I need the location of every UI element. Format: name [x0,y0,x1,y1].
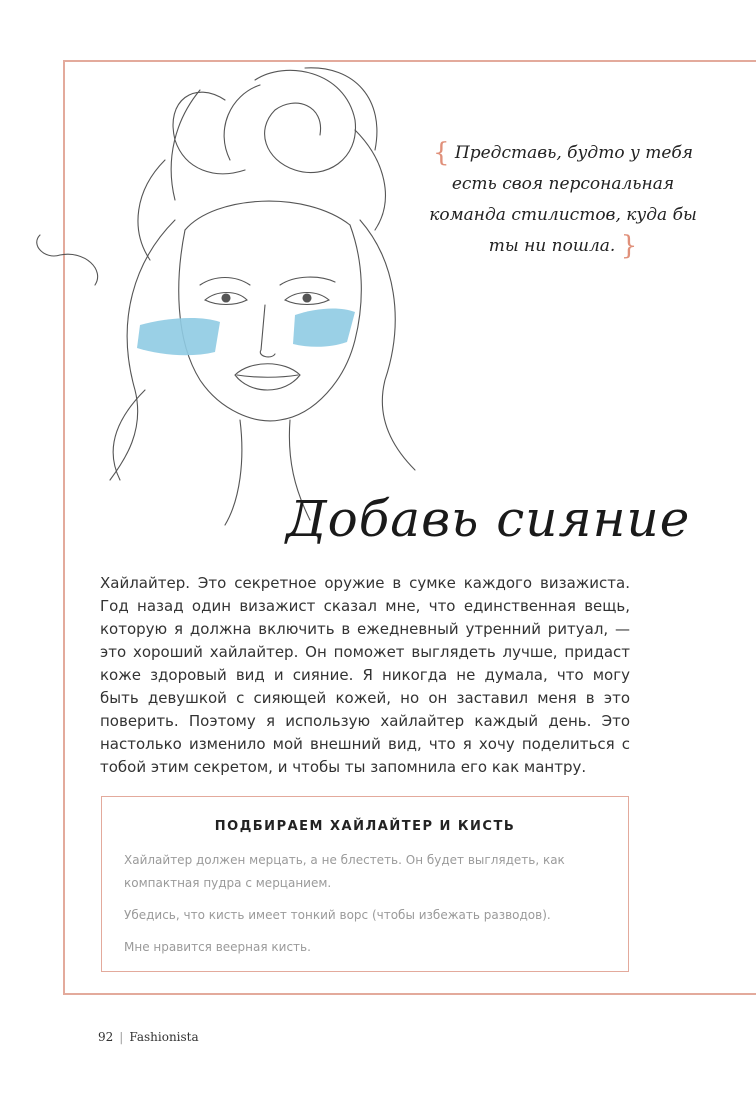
section-heading: Добавь сияние [286,490,691,548]
body-paragraph: Хайлайтер. Это секретное оружие в сумке каждого визажиста. Год назад один визажист сказал мне, что единственная вещь, которую я должна включить в ежедневный утренний ритуал, — это хороший хайлайтер. Он поможет выглядеть лучше, придаст коже здоровый вид и сияние. Я никогда не думала, что могу быть девушкой с сияющей кожей, но он заставил меня в это поверить. Поэтому я использую хайлайтер каждый день. Это настолько изменило мой внешний вид, что я хочу поделиться с тобой этим секретом, и чтобы ты запомнила его как мантру. [100,574,630,776]
face-sketch-illustration [25,60,465,530]
quote-open-brace: { [432,138,450,168]
footer-separator: | [119,1030,124,1044]
tip-box-title: ПОДБИРАЕМ ХАЙЛАЙТЕР И КИСТЬ [214,819,516,834]
page-footer [98,1030,199,1044]
page-number: 92 [98,1030,114,1044]
tip-box [101,796,629,972]
tip-item: Хайлайтер должен мерцать, а не блестеть. Он будет выглядеть, как компактная пудра с мерцанием. [124,853,565,890]
tip-item: Убедись, что кисть имеет тонкий ворс (чтобы избежать разводов). [124,908,551,922]
quote-close-brace: } [620,231,638,261]
tip-list [124,849,594,968]
pull-quote [418,138,708,262]
quote-text: Представь, будто у тебя есть своя персональная команда стилистов, куда бы ты ни пошла. [429,143,697,256]
tip-item: Мне нравится веерная кисть. [124,940,311,954]
book-title: Fashionista [129,1030,199,1044]
